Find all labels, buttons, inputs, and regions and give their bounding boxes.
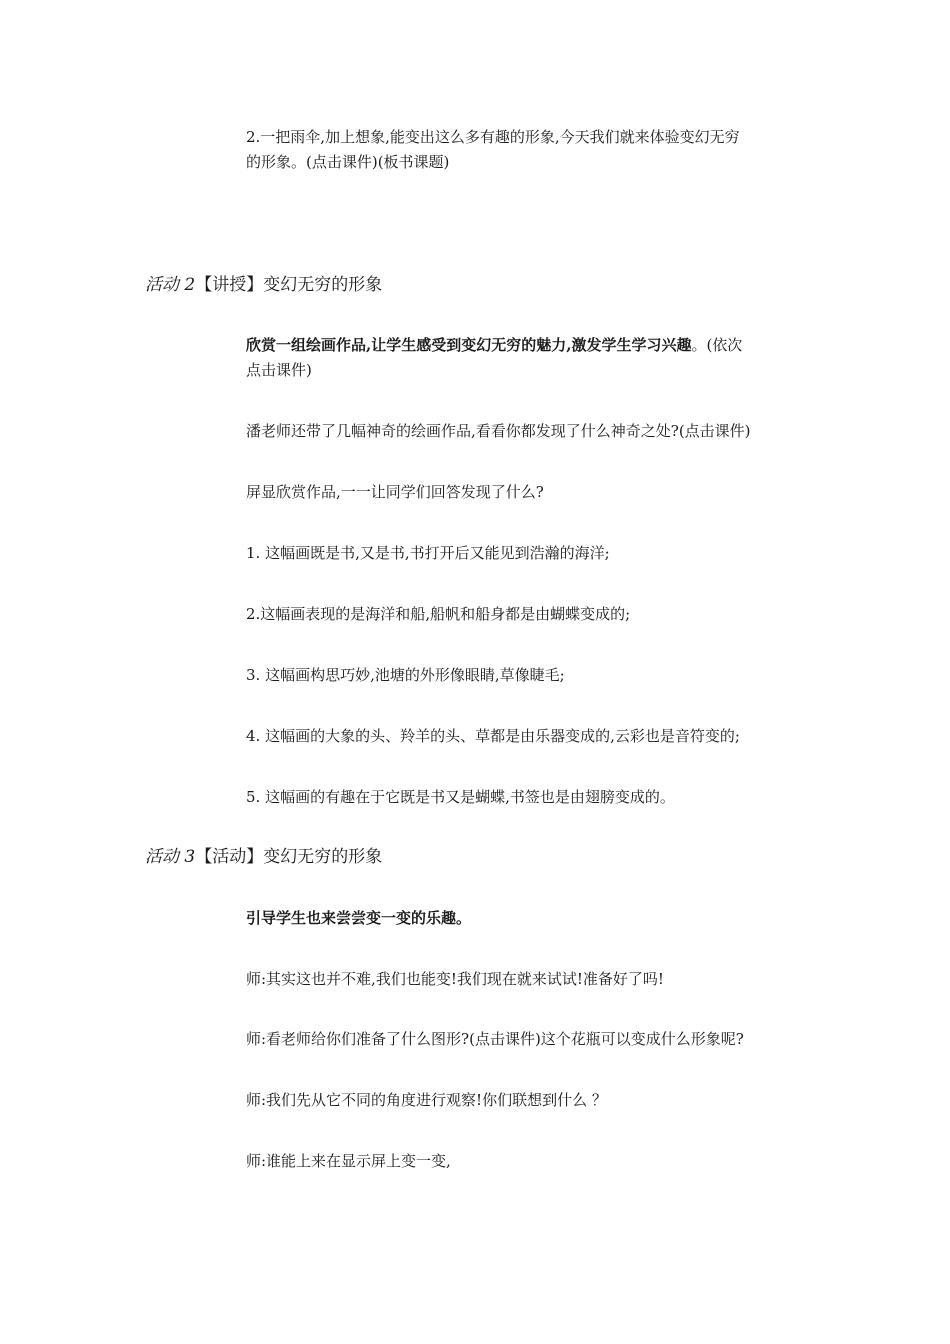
activity-2-paragraph-1: 潘老师还带了几幅神奇的绘画作品,看看你都发现了什么神奇之处?(点击课件): [246, 422, 751, 440]
list-item: 3. 这幅画构思巧妙,池塘的外形像眼睛,草像睫毛;: [246, 666, 565, 684]
list-item: 2.这幅画表现的是海洋和船,船帆和船身都是由蝴蝶变成的;: [246, 605, 631, 623]
dialogue-line: 师:谁能上来在显示屏上变一变,: [246, 1152, 451, 1170]
dialogue-line: 师:我们先从它不同的角度进行观察!你们联想到什么 ？: [246, 1091, 607, 1109]
dialogue-line: 师:看老师给你们准备了什么图形?(点击课件)这个花瓶可以变成什么形象呢?: [246, 1030, 744, 1048]
activity-2-type: 【讲授】: [195, 275, 264, 295]
activity-2-goal-bold: 欣赏一组绘画作品,让学生感受到变幻无穷的魅力,激发学生学习兴趣: [246, 336, 692, 354]
activity-3-heading: [145, 845, 382, 869]
activity-3-type: 【活动】: [195, 847, 264, 867]
intro-line-1: 2.一把雨伞,加上想象,能变出这么多有趣的形象,今天我们就来体验变幻无穷: [246, 128, 740, 146]
list-item: 5. 这幅画的有趣在于它既是书又是蝴蝶,书签也是由翅膀变成的。: [246, 788, 675, 806]
intro-line-2: 的形象。(点击课件)(板书课题): [246, 153, 450, 171]
activity-2-goal-tail: 。(依次: [691, 336, 743, 354]
list-item: 1. 这幅画既是书,又是书,书打开后又能见到浩瀚的海洋;: [246, 544, 610, 562]
activity-3-goal-bold: 引导学生也来尝尝变一变的乐趣。: [246, 909, 472, 927]
activity-2-title: 变幻无穷的形象: [263, 275, 383, 295]
activity-2-goal: [246, 333, 742, 357]
list-item: 4. 这幅画的大象的头、羚羊的头、草都是由乐器变成的,云彩也是音符变的;: [246, 727, 740, 745]
activity-3-title: 变幻无穷的形象: [263, 847, 383, 867]
activity-2-heading: [145, 273, 382, 297]
activity-2-paragraph-2: 屏显欣赏作品,一一让同学们回答发现了什么?: [246, 483, 544, 501]
activity-2-label: 活动 2: [145, 275, 196, 295]
dialogue-line: 师:其实这也并不难,我们也能变!我们现在就来试试!准备好了吗!: [246, 970, 664, 988]
activity-3-goal: [246, 906, 471, 930]
activity-3-label: 活动 3: [145, 847, 196, 867]
activity-2-goal-line-2: 点击课件): [246, 361, 312, 379]
